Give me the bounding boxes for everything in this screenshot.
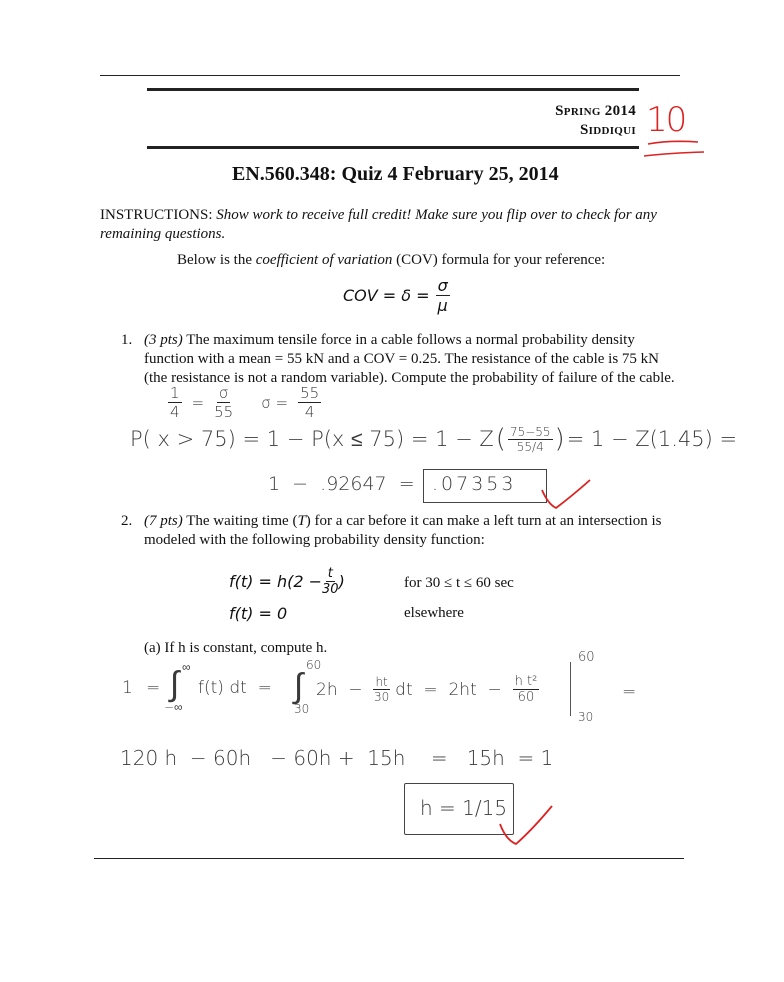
q2-int1-bot: −∞	[164, 700, 183, 714]
q1-work-sigma: σ =	[261, 393, 289, 412]
q2-res-num: h t²	[514, 674, 538, 689]
q1-points: (3 pts)	[144, 332, 183, 348]
q2-text	[144, 512, 684, 550]
q1-line2: function with a mean = 55 kN and a COV = 0.25. The resistance of the cable is 75 kN	[144, 351, 659, 367]
grade-mark: 10	[646, 100, 686, 140]
q2-line2: modeled with the following probability density function:	[144, 532, 485, 548]
part-a	[144, 639, 327, 658]
q2-points: (7 pts)	[144, 513, 183, 529]
q1-work2-frac-num: 75−55	[509, 424, 551, 439]
q1-paren-close: )	[554, 424, 565, 454]
q2-int1-body: f(t) dt =	[198, 678, 272, 698]
check-mark-icon-2	[496, 800, 556, 850]
reference-text-before: Below is the	[177, 252, 256, 268]
bottom-rule	[94, 858, 684, 859]
q1-answer: .07353	[432, 473, 517, 495]
cov-formula-lhs: COV = δ =	[343, 286, 430, 305]
q2-eval-top: 60	[578, 650, 595, 665]
q2-int2-frac	[373, 675, 389, 704]
q2-int2-bot: 30	[294, 702, 310, 716]
q1-line1	[144, 331, 684, 350]
pdf1-condition: for 30 ≤ t ≤ 60 sec	[404, 575, 514, 591]
q1-frac-1-4-num: 1	[170, 384, 180, 402]
q1-work-line3: 1 − .92647 =	[268, 473, 415, 495]
q1-work-line1	[168, 384, 321, 421]
part-a-text: If h is constant, compute h.	[160, 640, 328, 656]
q1-frac-sigma-55	[214, 384, 233, 421]
top-rule-thin	[100, 75, 680, 76]
q2-int2-a: 2h −	[316, 679, 374, 700]
pdf1-num: t	[327, 566, 333, 581]
q1-frac-sigma-55-den: 55	[214, 403, 234, 421]
q2-int2-b: dt = 2ht −	[389, 679, 513, 700]
q2-work-one: 1	[122, 678, 133, 698]
q2-number: 2.	[121, 513, 133, 529]
eval-bar	[570, 662, 571, 716]
q1-frac-1-4	[168, 384, 182, 421]
integral-icon-2: ∫	[294, 666, 304, 706]
q2-int2-top: 60	[306, 658, 322, 672]
q2-int2-den: 30	[373, 690, 390, 704]
q2-answer: h = 1/15	[420, 796, 508, 820]
q2-work-eq: =	[146, 678, 161, 698]
pdf1-fraction	[322, 566, 339, 597]
reference-line	[177, 251, 605, 270]
q1-work-eq: =	[191, 393, 205, 412]
q2-int2-num: ht	[375, 675, 388, 689]
q2-int1-top: ∞	[182, 660, 191, 674]
q1-work2-a: P( x > 75) = 1 − P(x ≤ 75) = 1 − Z	[130, 426, 494, 451]
header-instructor: Siddiqui	[580, 122, 636, 138]
pdf1-den: 30	[322, 582, 339, 597]
grade-underline-icon	[640, 136, 706, 162]
q1-work-line2	[130, 424, 737, 454]
header-rule-thick	[147, 146, 639, 149]
top-rule-thick	[147, 88, 639, 91]
q2-var: T	[297, 513, 306, 529]
q2-eval-bot: 30	[578, 710, 594, 724]
q2-work-tail: =	[622, 682, 637, 702]
q1-text	[144, 331, 684, 388]
q2-line1	[144, 512, 684, 531]
pdf-line1	[229, 566, 345, 597]
q1-line1-text: The maximum tensile force in a cable follows a normal probability density	[182, 332, 635, 348]
q1-frac-55-4-num: 55	[300, 384, 320, 402]
cov-fraction	[436, 276, 450, 315]
part-a-label: (a)	[144, 640, 161, 656]
q1-work2-frac	[508, 425, 553, 454]
q1-paren-open: (	[495, 424, 506, 454]
reference-text-after: (COV) formula for your reference:	[392, 252, 606, 268]
q1-frac-1-4-den: 4	[170, 403, 180, 421]
instructions-text: Show work to receive full credit! Make sure you flip over to check for any remaining questions.	[100, 207, 657, 242]
q1-frac-55-4-den: 4	[304, 403, 315, 421]
q1-work2-b: = 1 − Z(1.45) =	[566, 427, 738, 451]
q1-work2-frac-den: 55/4	[516, 439, 544, 454]
q1-number: 1.	[121, 332, 133, 348]
instructions-label: INSTRUCTIONS:	[100, 207, 213, 223]
pdf2-condition: elsewhere	[404, 605, 464, 621]
q2-res-frac	[513, 674, 540, 705]
q1-frac-55-4	[298, 384, 321, 421]
q2-work-line2: 120 h − 60h − 60h + 15h = 15h = 1	[120, 746, 554, 770]
q2-int2-expr	[316, 674, 539, 705]
q1-frac-sigma-55-num: σ	[218, 384, 229, 402]
q1-line3: (the resistance is not a random variable). Compute the probability of failure of the cable.	[144, 370, 675, 386]
q2-line1a: The waiting time (	[182, 513, 298, 529]
q2-line1b: ) for a car before it can make a left turn at an intersection is	[305, 513, 662, 529]
header-term: Spring 2014	[555, 103, 636, 119]
pdf1-rhs: )	[338, 572, 345, 591]
pdf-line2: f(t) = 0	[229, 604, 288, 623]
check-mark-icon	[538, 474, 594, 514]
q2-res-den: 60	[517, 690, 535, 705]
pdf1-lhs: f(t) = h(2 −	[229, 572, 323, 591]
cov-formula	[343, 276, 450, 315]
instructions	[100, 206, 670, 244]
quiz-title: EN.560.348: Quiz 4 February 25, 2014	[232, 163, 559, 185]
cov-den: μ	[437, 296, 448, 315]
cov-num: σ	[437, 276, 448, 295]
reference-term: coefficient of variation	[255, 252, 393, 268]
integral-icon: ∫	[170, 664, 180, 704]
q2-work-line1	[118, 650, 738, 724]
